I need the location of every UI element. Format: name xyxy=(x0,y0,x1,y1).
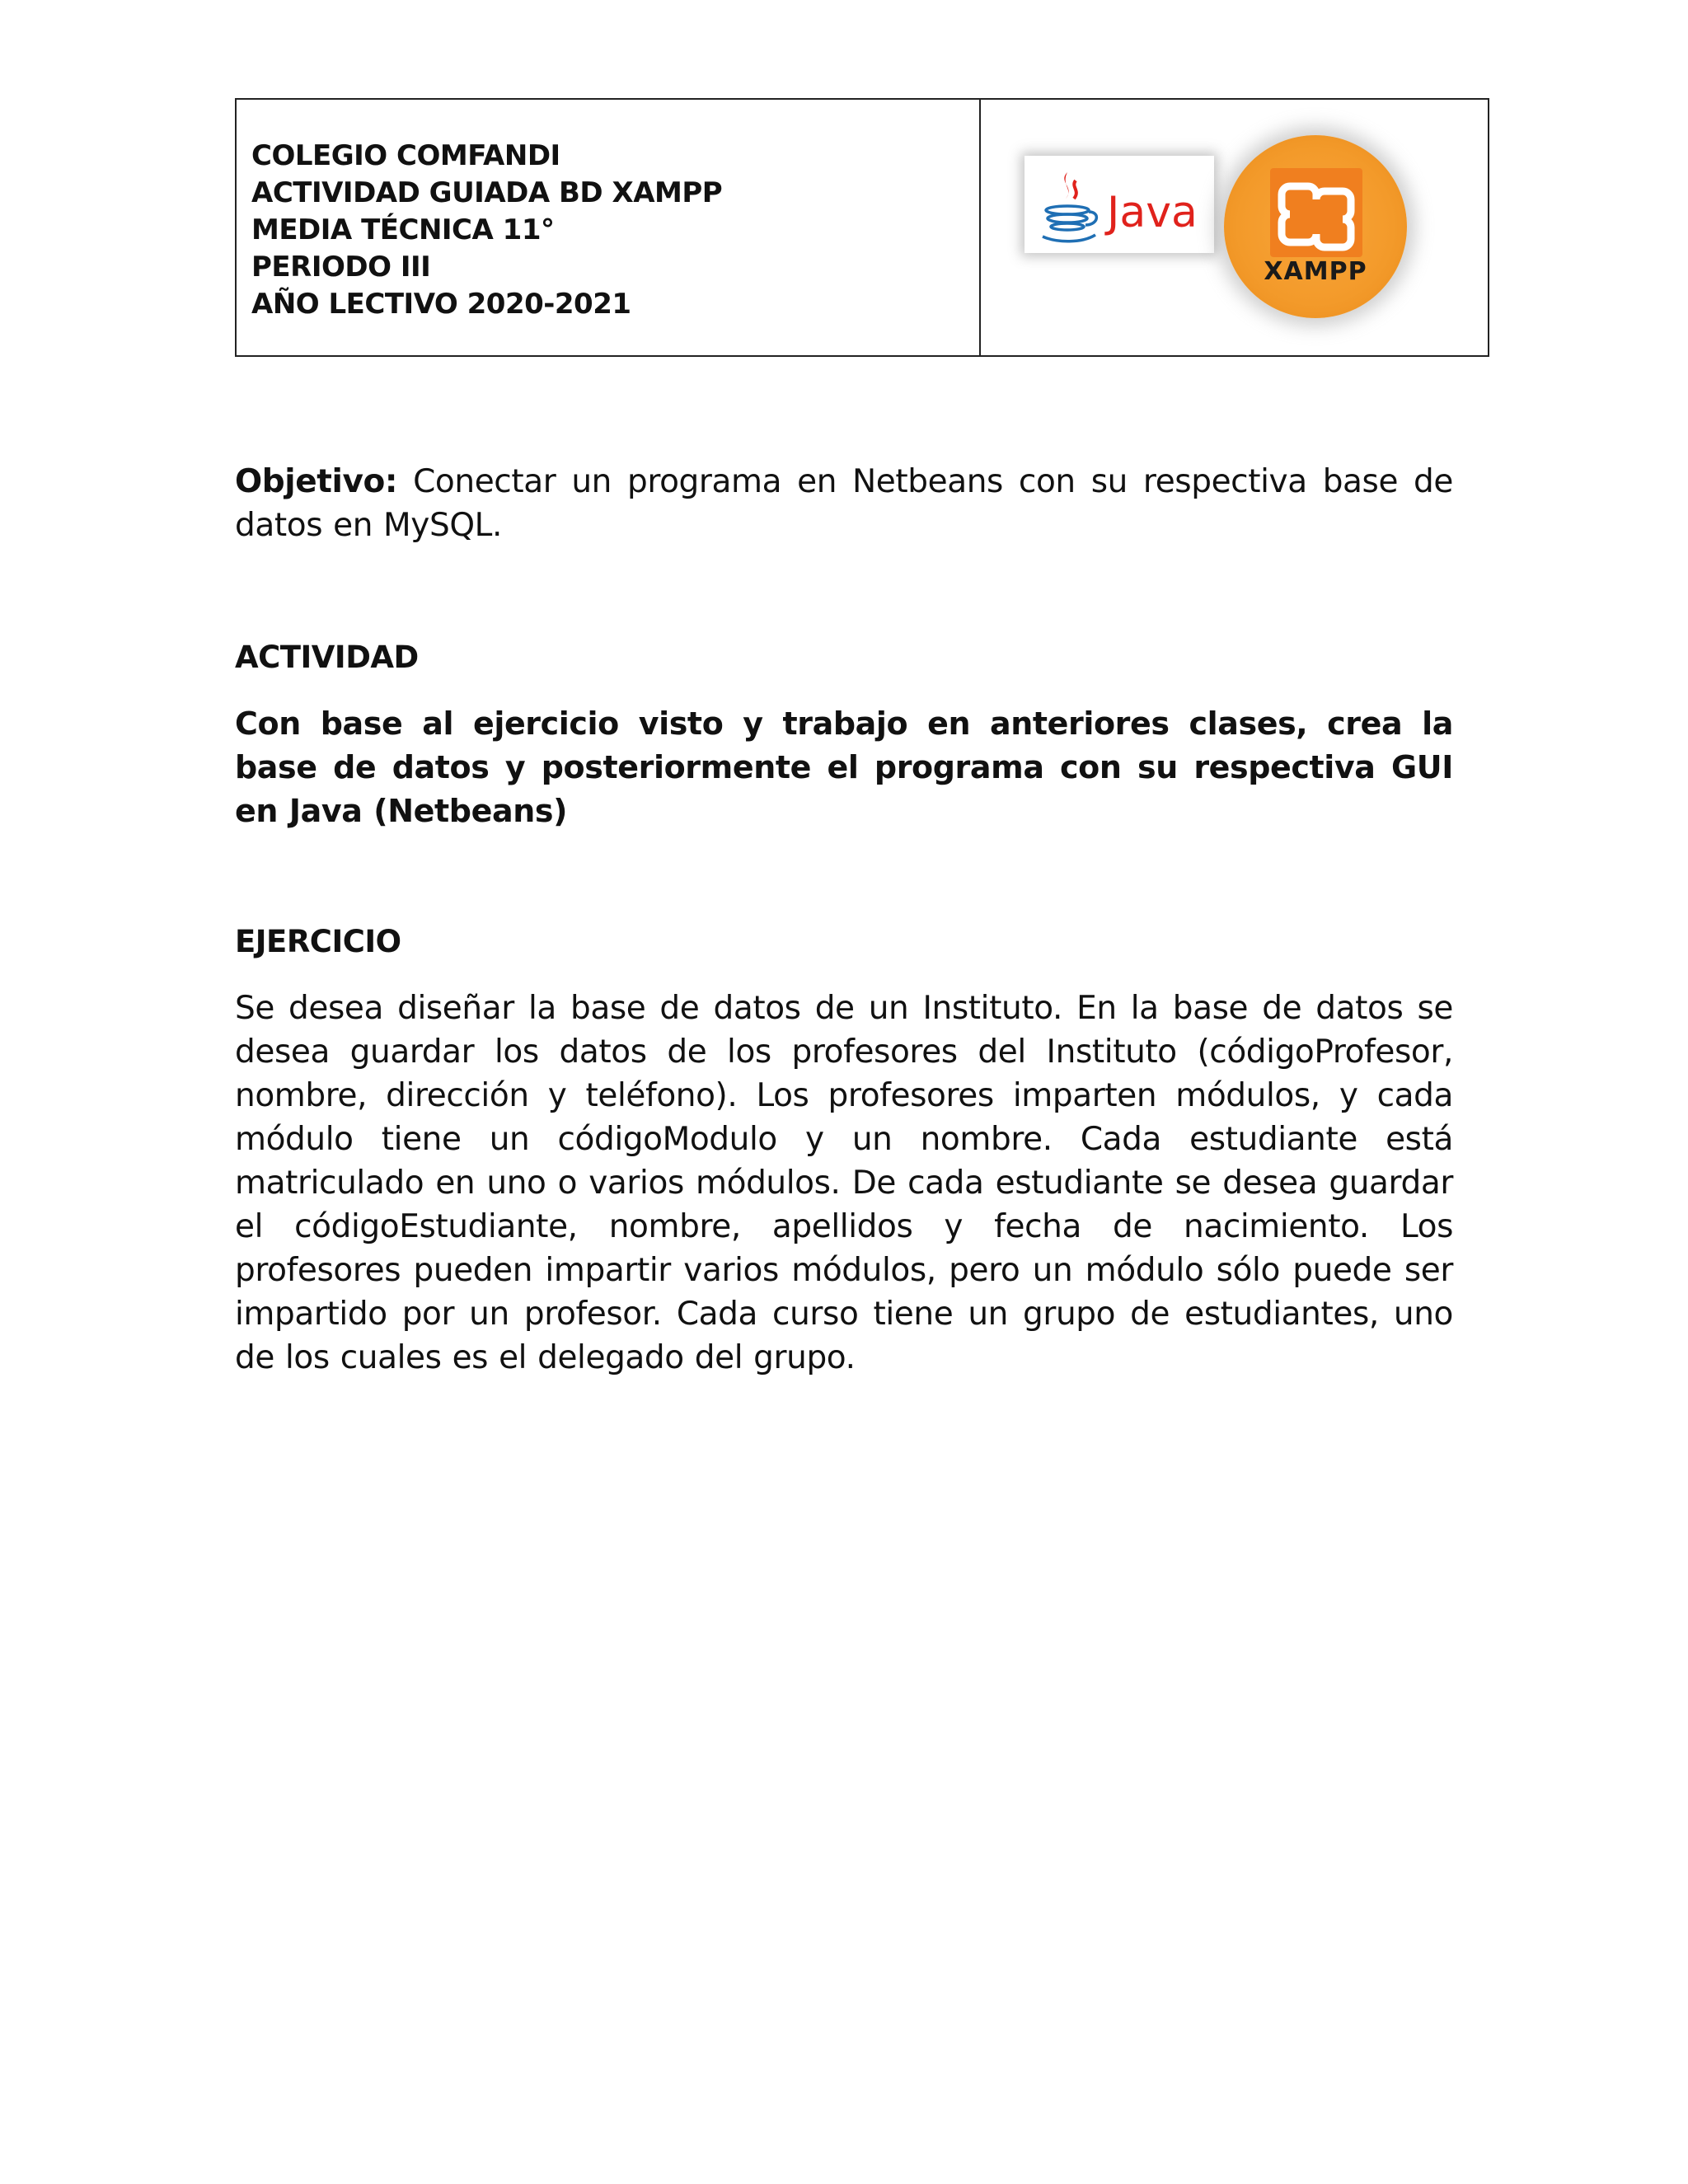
java-logo-text: Java xyxy=(1107,188,1198,237)
xampp-logo xyxy=(1224,135,1407,318)
header-table xyxy=(235,98,1489,357)
objective-paragraph xyxy=(235,460,1453,547)
header-logo-cell xyxy=(981,100,1488,355)
exercise-text: Se desea diseñar la base de datos de un Instituto. En la base de datos se desea guardar los datos de los profesores del Instituto (códigoProfesor, nombre, dirección y teléfono). Los profesores imparten módulos, y cada módulo tiene un códigoModulo y un nombre. Cada estudiante está matriculado en uno o varios módulos. De cada estudiante se desea guardar el códigoEstudiante, nombre, apellidos y fecha de nacimiento. Los profesores pueden impartir varios módulos, pero un módulo sólo puede ser impartido por un profesor. Cada curso tiene un grupo de estudiantes, uno de los cuales es el delegado del grupo. xyxy=(235,990,1453,1376)
activity-heading: ACTIVIDAD xyxy=(235,640,419,675)
school-name: COLEGIO COMFANDI xyxy=(251,139,560,172)
xampp-logo-mark xyxy=(1270,168,1362,257)
activity-text: Con base al ejercicio visto y trabajo en anteriores clases, crea la base de datos y posteriormente el programa con su respectiva GUI en Java (Netbeans) xyxy=(235,705,1453,829)
period: PERIODO III xyxy=(251,251,431,284)
objective-text: Conectar un programa en Netbeans con su respectiva base de datos en MySQL. xyxy=(235,463,1453,544)
java-logo xyxy=(1025,156,1214,253)
xampp-logo-text: XAMPP xyxy=(1264,257,1367,286)
school-year: AÑO LECTIVO 2020-2021 xyxy=(251,288,631,321)
grade-level: MEDIA TÉCNICA 11° xyxy=(251,213,555,246)
header-info-cell xyxy=(237,100,981,355)
exercise-heading: EJERCICIO xyxy=(235,924,401,959)
objective-label: Objetivo: xyxy=(235,463,398,500)
activity-title: ACTIVIDAD GUIADA BD XAMPP xyxy=(251,176,723,209)
